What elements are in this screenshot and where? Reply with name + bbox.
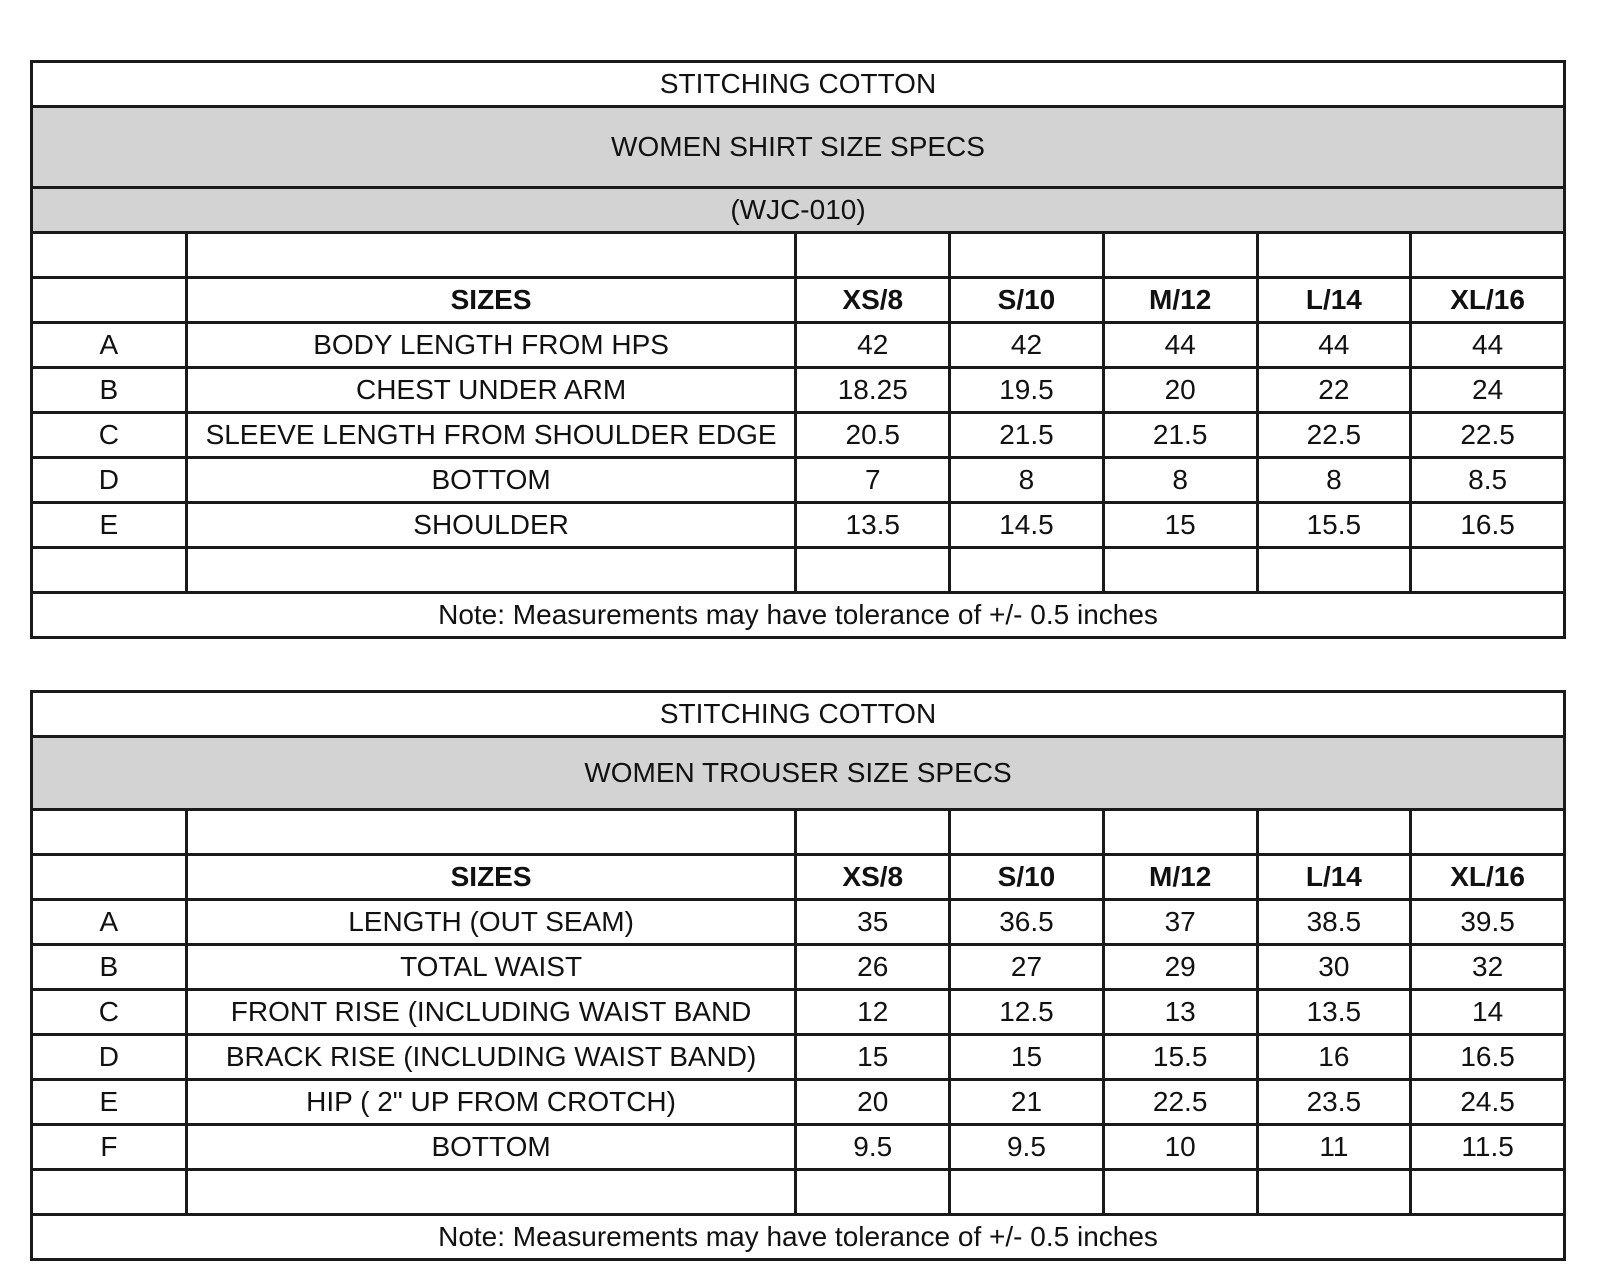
table-row [32,323,1565,368]
measurement-value: 15 [950,1035,1104,1080]
empty-cell [950,810,1104,855]
measurement-value: 30 [1257,945,1411,990]
header-cell-sizes: SIZES [186,278,796,323]
tolerance-note: Note: Measurements may have tolerance of +/- 0.5 inches [32,1215,1565,1260]
measurement-value: 36.5 [950,900,1104,945]
measurement-value: 42 [796,323,950,368]
empty-cell [1257,1170,1411,1215]
empty-cell [1257,548,1411,593]
header-cell-size: XL/16 [1411,278,1565,323]
measurement-value: 8.5 [1411,458,1565,503]
point-letter: D [32,458,187,503]
measurement-value: 23.5 [1257,1080,1411,1125]
measurement-value: 22 [1257,368,1411,413]
measurement-value: 32 [1411,945,1565,990]
empty-cell [32,1170,187,1215]
table-row [32,1125,1565,1170]
trouser-spec-table [30,690,1566,1261]
measurement-value: 37 [1103,900,1257,945]
header-row [32,278,1565,323]
measurement-value: 15.5 [1103,1035,1257,1080]
measurement-value: 29 [1103,945,1257,990]
empty-cell [186,1170,796,1215]
measurement-value: 39.5 [1411,900,1565,945]
table-row [32,1080,1565,1125]
measurement-value: 16 [1257,1035,1411,1080]
empty-cell [796,233,950,278]
empty-cell [1103,810,1257,855]
header-cell [32,278,187,323]
measurement-value: 12 [796,990,950,1035]
note-row [32,1215,1565,1260]
point-letter: E [32,503,187,548]
empty-cell [186,810,796,855]
measurement-name: BOTTOM [186,1125,796,1170]
measurement-value: 19.5 [950,368,1104,413]
spacer-row [32,1170,1565,1215]
empty-cell [1103,233,1257,278]
title-row [32,737,1565,810]
table-row [32,368,1565,413]
empty-cell [186,233,796,278]
measurement-value: 8 [1257,458,1411,503]
empty-cell [32,810,187,855]
measurement-value: 9.5 [796,1125,950,1170]
table-row [32,413,1565,458]
measurement-value: 44 [1257,323,1411,368]
empty-cell [796,810,950,855]
measurement-value: 8 [950,458,1104,503]
measurement-value: 11.5 [1411,1125,1565,1170]
header-cell-size: M/12 [1103,278,1257,323]
table-row [32,990,1565,1035]
measurement-name: SHOULDER [186,503,796,548]
style-code: (WJC-010) [32,188,1565,233]
measurement-value: 44 [1411,323,1565,368]
brand-row [32,692,1565,737]
header-cell-size: L/14 [1257,278,1411,323]
measurement-value: 26 [796,945,950,990]
header-cell-size: XS/8 [796,278,950,323]
measurement-value: 20 [796,1080,950,1125]
header-cell-size: S/10 [950,278,1104,323]
empty-cell [1411,810,1565,855]
empty-cell [950,548,1104,593]
measurement-value: 20 [1103,368,1257,413]
point-letter: A [32,323,187,368]
empty-cell [1103,1170,1257,1215]
measurement-name: BRACK RISE (INCLUDING WAIST BAND) [186,1035,796,1080]
measurement-name: TOTAL WAIST [186,945,796,990]
measurement-value: 12.5 [950,990,1104,1035]
brand-title: STITCHING COTTON [32,62,1565,107]
measurement-value: 18.25 [796,368,950,413]
measurement-value: 24.5 [1411,1080,1565,1125]
empty-cell [1257,233,1411,278]
measurement-value: 13.5 [1257,990,1411,1035]
empty-cell [1103,548,1257,593]
empty-cell [796,1170,950,1215]
measurement-value: 15 [1103,503,1257,548]
measurement-name: SLEEVE LENGTH FROM SHOULDER EDGE [186,413,796,458]
measurement-value: 27 [950,945,1104,990]
table-row [32,503,1565,548]
measurement-name: FRONT RISE (INCLUDING WAIST BAND [186,990,796,1035]
point-letter: A [32,900,187,945]
measurement-value: 15 [796,1035,950,1080]
table-row [32,458,1565,503]
header-cell-sizes: SIZES [186,855,796,900]
point-letter: B [32,945,187,990]
measurement-value: 16.5 [1411,503,1565,548]
point-letter: F [32,1125,187,1170]
brand-title: STITCHING COTTON [32,692,1565,737]
measurement-value: 16.5 [1411,1035,1565,1080]
spacer-row [32,548,1565,593]
measurement-value: 22.5 [1411,413,1565,458]
measurement-value: 22.5 [1257,413,1411,458]
empty-cell [950,233,1104,278]
measurement-value: 7 [796,458,950,503]
measurement-name: BODY LENGTH FROM HPS [186,323,796,368]
measurement-value: 44 [1103,323,1257,368]
point-letter: D [32,1035,187,1080]
measurement-name: BOTTOM [186,458,796,503]
header-row [32,855,1565,900]
measurement-value: 24 [1411,368,1565,413]
measurement-value: 9.5 [950,1125,1104,1170]
brand-row [32,62,1565,107]
measurement-value: 11 [1257,1125,1411,1170]
empty-cell [32,233,187,278]
point-letter: B [32,368,187,413]
table-title: WOMEN SHIRT SIZE SPECS [32,107,1565,188]
table-title: WOMEN TROUSER SIZE SPECS [32,737,1565,810]
style-code-row [32,188,1565,233]
measurement-value: 22.5 [1103,1080,1257,1125]
empty-cell [1257,810,1411,855]
measurement-value: 13 [1103,990,1257,1035]
measurement-name: LENGTH (OUT SEAM) [186,900,796,945]
measurement-value: 21.5 [1103,413,1257,458]
measurement-value: 20.5 [796,413,950,458]
measurement-value: 10 [1103,1125,1257,1170]
empty-cell [1411,233,1565,278]
measurement-value: 42 [950,323,1104,368]
empty-cell [32,548,187,593]
spacer-row [32,810,1565,855]
empty-cell [796,548,950,593]
empty-cell [1411,1170,1565,1215]
measurement-value: 35 [796,900,950,945]
measurement-name: HIP ( 2" UP FROM CROTCH) [186,1080,796,1125]
table-row [32,900,1565,945]
empty-cell [950,1170,1104,1215]
tolerance-note: Note: Measurements may have tolerance of +/- 0.5 inches [32,593,1565,638]
header-cell-size: S/10 [950,855,1104,900]
measurement-name: CHEST UNDER ARM [186,368,796,413]
table-row [32,945,1565,990]
header-cell-size: XL/16 [1411,855,1565,900]
measurement-value: 38.5 [1257,900,1411,945]
point-letter: C [32,413,187,458]
measurement-value: 15.5 [1257,503,1411,548]
header-cell-size: L/14 [1257,855,1411,900]
measurement-value: 13.5 [796,503,950,548]
measurement-value: 8 [1103,458,1257,503]
point-letter: E [32,1080,187,1125]
measurement-value: 14.5 [950,503,1104,548]
table-row [32,1035,1565,1080]
measurement-value: 21.5 [950,413,1104,458]
title-row [32,107,1565,188]
shirt-spec-table [30,60,1566,639]
empty-cell [186,548,796,593]
header-cell-size: XS/8 [796,855,950,900]
header-cell-size: M/12 [1103,855,1257,900]
header-cell [32,855,187,900]
point-letter: C [32,990,187,1035]
measurement-value: 14 [1411,990,1565,1035]
empty-cell [1411,548,1565,593]
measurement-value: 21 [950,1080,1104,1125]
note-row [32,593,1565,638]
spacer-row [32,233,1565,278]
